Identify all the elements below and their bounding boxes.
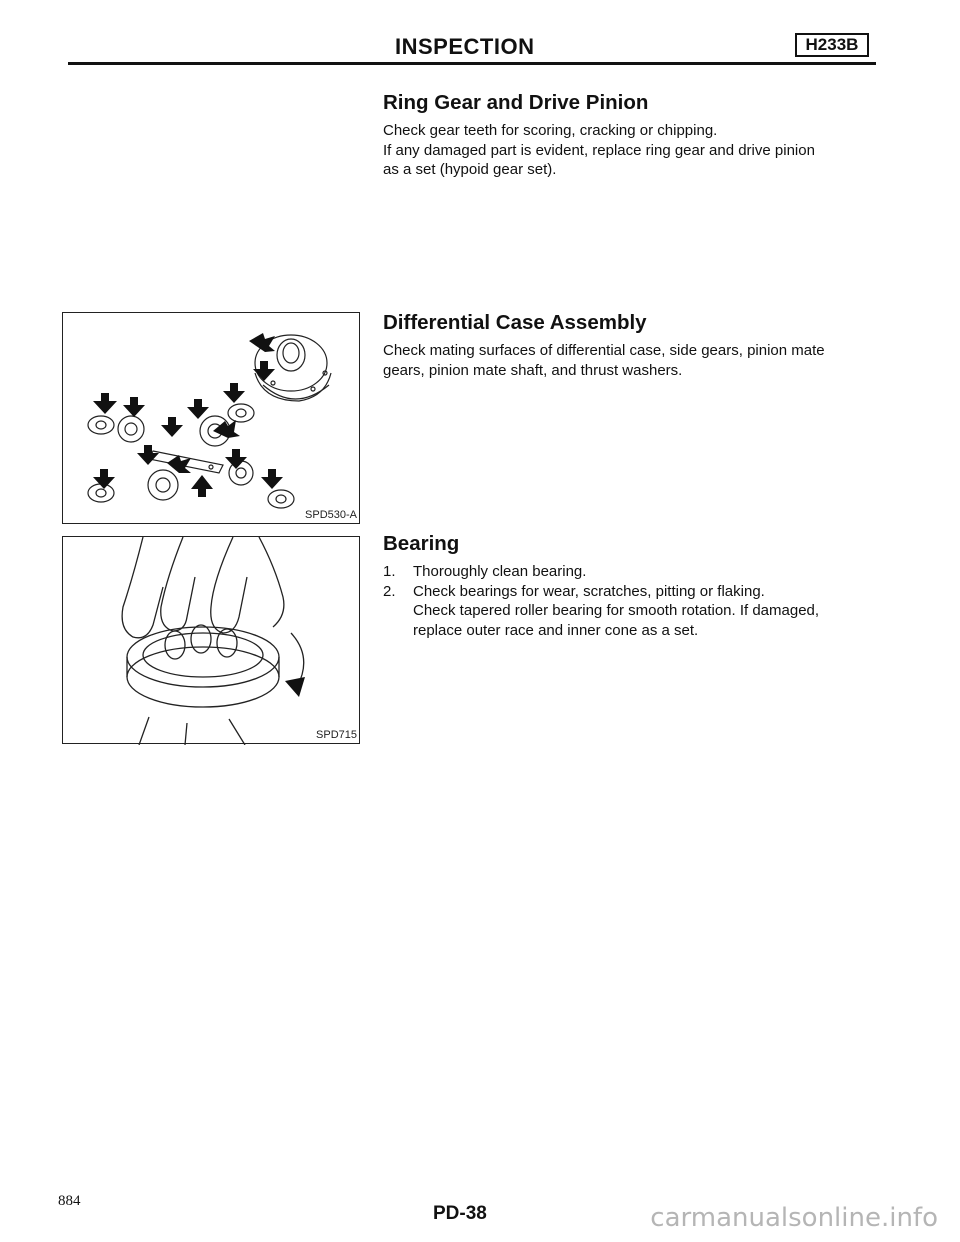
step-list [383, 562, 883, 640]
section-line: Check mating surfaces of differential case, side gears, pinion mate [383, 342, 825, 359]
section-heading: Ring Gear and Drive Pinion [383, 91, 649, 114]
step-line: Check tapered roller bearing for smooth rotation. If damaged, [413, 602, 820, 619]
header-divider [68, 62, 876, 65]
step-item [383, 562, 883, 582]
section-line: Check gear teeth for scoring, cracking or chipping. [383, 122, 718, 139]
section-heading: Bearing [383, 532, 460, 555]
figure-label: SPD715 [316, 729, 357, 741]
section-line: as a set (hypoid gear set). [383, 161, 557, 178]
section-heading: Differential Case Assembly [383, 311, 647, 334]
bearing-illustration [63, 537, 361, 745]
page-title: INSPECTION [395, 34, 535, 59]
section-ring-gear [383, 91, 883, 180]
page-number: 884 [58, 1193, 81, 1209]
step-item [383, 582, 883, 641]
differential-exploded-illustration [63, 313, 361, 525]
figure-bearing-rotation [62, 536, 360, 744]
watermark-text: carmanualsonline.info [650, 1203, 938, 1233]
section-line: gears, pinion mate shaft, and thrust washers. [383, 361, 683, 379]
step-line: replace outer race and inner cone as a set. [413, 621, 699, 639]
section-line: If any damaged part is evident, replace ring gear and drive pinion [383, 141, 815, 159]
section-bearing [383, 532, 883, 640]
page-code: PD-38 [433, 1203, 487, 1224]
step-line: Check bearings for wear, scratches, pitting or flaking. [413, 582, 765, 600]
step-line: Thoroughly clean bearing. [413, 563, 587, 580]
step-number: 2. [383, 582, 396, 600]
figure-differential-case [62, 312, 360, 524]
section-differential-case [383, 311, 883, 380]
step-number: 1. [383, 563, 396, 580]
figure-label: SPD530-A [305, 509, 357, 521]
section-code-box: H233B [795, 33, 869, 57]
